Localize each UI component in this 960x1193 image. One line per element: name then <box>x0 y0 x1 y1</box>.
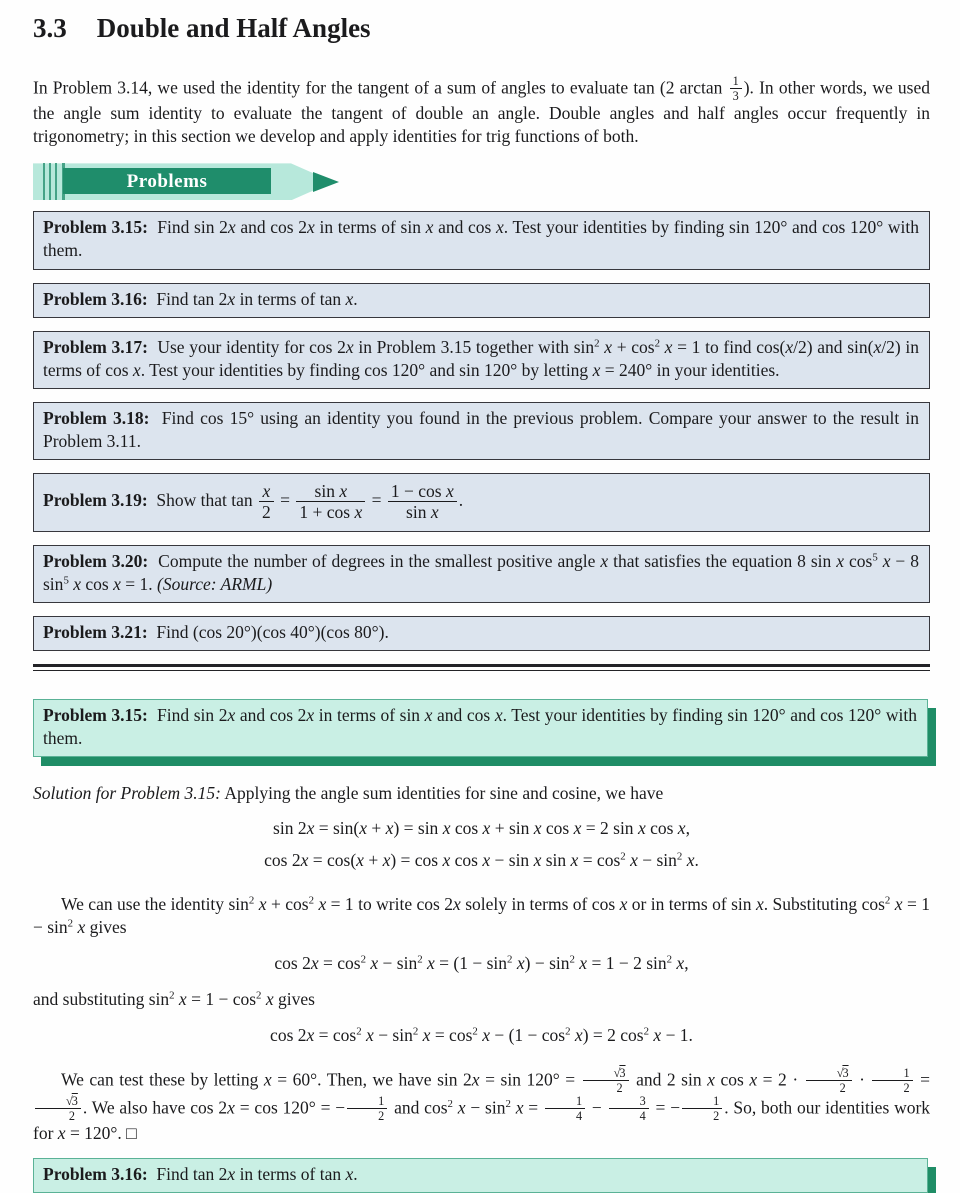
solution-paragraph-3: and substituting $\sin^2 x = 1 - \cos^2 x$ gives <box>33 988 315 1009</box>
equation-cos2x-cos-form: $\cos 2x = \cos^2 x - \sin^2 x = \cos^2 x - (1 - \cos^2 x) = 2$ $\cos^2 x - 1$. <box>270 1024 693 1045</box>
problem-text: Problem 3.19: Show that tan $\frac{x}{2}$ = $\frac{\text{sin x}}{\text{1 + cos x}}$ = $\frac{\text{1 − cos x}}{\text{sin x}}$ . <box>43 481 464 523</box>
problem-text: Problem 3.15: Find sin 2x and cos 2x in terms of sin x and cos x. Test your identities by finding sin 120° and cos 120° with them. <box>43 705 917 749</box>
problem-box-3-19 <box>33 473 930 532</box>
problem-box-3-16 <box>33 283 930 318</box>
problems-banner <box>33 163 333 200</box>
solution-paragraph-4: We can test these by letting x = 60°. Then, we have sin 2x = sin 120° = $\frac{√3}{2}$ and 2 sin x cos x = 2 · $\frac{√3}{2}$ · $\frac{1}{2}$ = $\frac{√3}{2}$ . We also have cos 2x = cos 120° = − $\frac{1}{2}$ and $\cos^2 x - \sin^2 x$ = $\frac{1}{4}$ − $\frac{3}{4}$ = − $\frac{1}{2}$ . So, both our identities work for x = 120°. □ <box>33 1066 931 1143</box>
equation-cos2x: cos 2x = cos(x + x) = cos x cos x − sin x $\sin x = \cos^2 x - \sin^2 x$. <box>264 850 699 871</box>
equation-sin2x: sin 2x = sin(x + x) = sin x cos x + sin x cos x = 2 sin x cos x, <box>273 818 690 839</box>
problem-box-3-15 <box>33 211 930 269</box>
problem-text: Problem 3.18: Find cos 15° using an identity you found in the previous problem. Compare your answer to the result in Problem 3.11. <box>43 407 920 451</box>
highlight-box-3-15 <box>33 699 928 757</box>
equation-group <box>33 817 930 872</box>
problem-box-3-18 <box>33 402 930 460</box>
problem-box-3-17 <box>33 331 930 389</box>
problem-text: Problem 3.20: Compute the number of degrees in the smallest positive angle x that satisfies the equation 8 sin x $\cos^5 x - 8$ $\sin^5 x$ cos x = 1. (Source: ARML) <box>43 550 919 594</box>
highlight-box-3-16 <box>33 1158 928 1193</box>
problem-text: Problem 3.16: Find tan 2x in terms of tan x. <box>43 288 358 309</box>
section-title: Double and Half Angles <box>96 13 371 43</box>
problem-box-3-21 <box>33 616 930 651</box>
problem-text: Problem 3.21: Find (cos 20°)(cos 40°)(cos 80°). <box>43 621 389 642</box>
section-divider <box>33 664 930 671</box>
problem-text: Problem 3.16: Find tan 2x in terms of tan x. <box>43 1164 358 1185</box>
section-heading <box>33 14 930 44</box>
solution-paragraph-2: We can use the identity $\sin^2 x + \cos^2 x = 1$ to write cos 2x solely in terms of cos x or in terms of sin x. Substituting $\cos^2 x = 1 - \sin^2 x$ gives <box>33 893 931 937</box>
solution-intro-paragraph: Solution for Problem 3.15: Applying the angle sum identities for sine and cosine, we have <box>33 783 664 804</box>
intro-paragraph: In Problem 3.14, we used the identity for the tangent of a sum of angles to evaluate tan (2 arctan $\frac{1}{3}$ ). In other words, we used the angle sum identity to evaluate the tangent of double an angle. Double angles and half angles occur frequently in trigonometry; in this section we develop and apply identities for trig functions of both. <box>33 73 930 147</box>
problem-text: Problem 3.17: Use your identity for cos 2x in Problem 3.15 together with $\sin^2 x + \cos^2 x = 1$ to find cos(x/2) and sin(x/2) in terms of cos x. Test your identities by finding cos 120° and sin 120° by letting x = 240° in your identities. <box>43 336 919 380</box>
equation-cos2x-sin-form: $\cos 2x = \cos^2 x - \sin^2 x = (1 - \sin^2 x) - \sin^2 x = 1 - 2$ $\sin^2 x$, <box>274 952 689 973</box>
problem-box-3-20 <box>33 545 930 603</box>
problems-banner-label: Problems <box>63 168 271 194</box>
pencil-tip-icon <box>313 172 339 192</box>
problem-text: Problem 3.15: Find sin 2x and cos 2x in terms of sin x and cos x. Test your identities by finding sin 120° and cos 120° with them. <box>43 217 919 261</box>
section-number: 3.3 <box>33 13 67 43</box>
